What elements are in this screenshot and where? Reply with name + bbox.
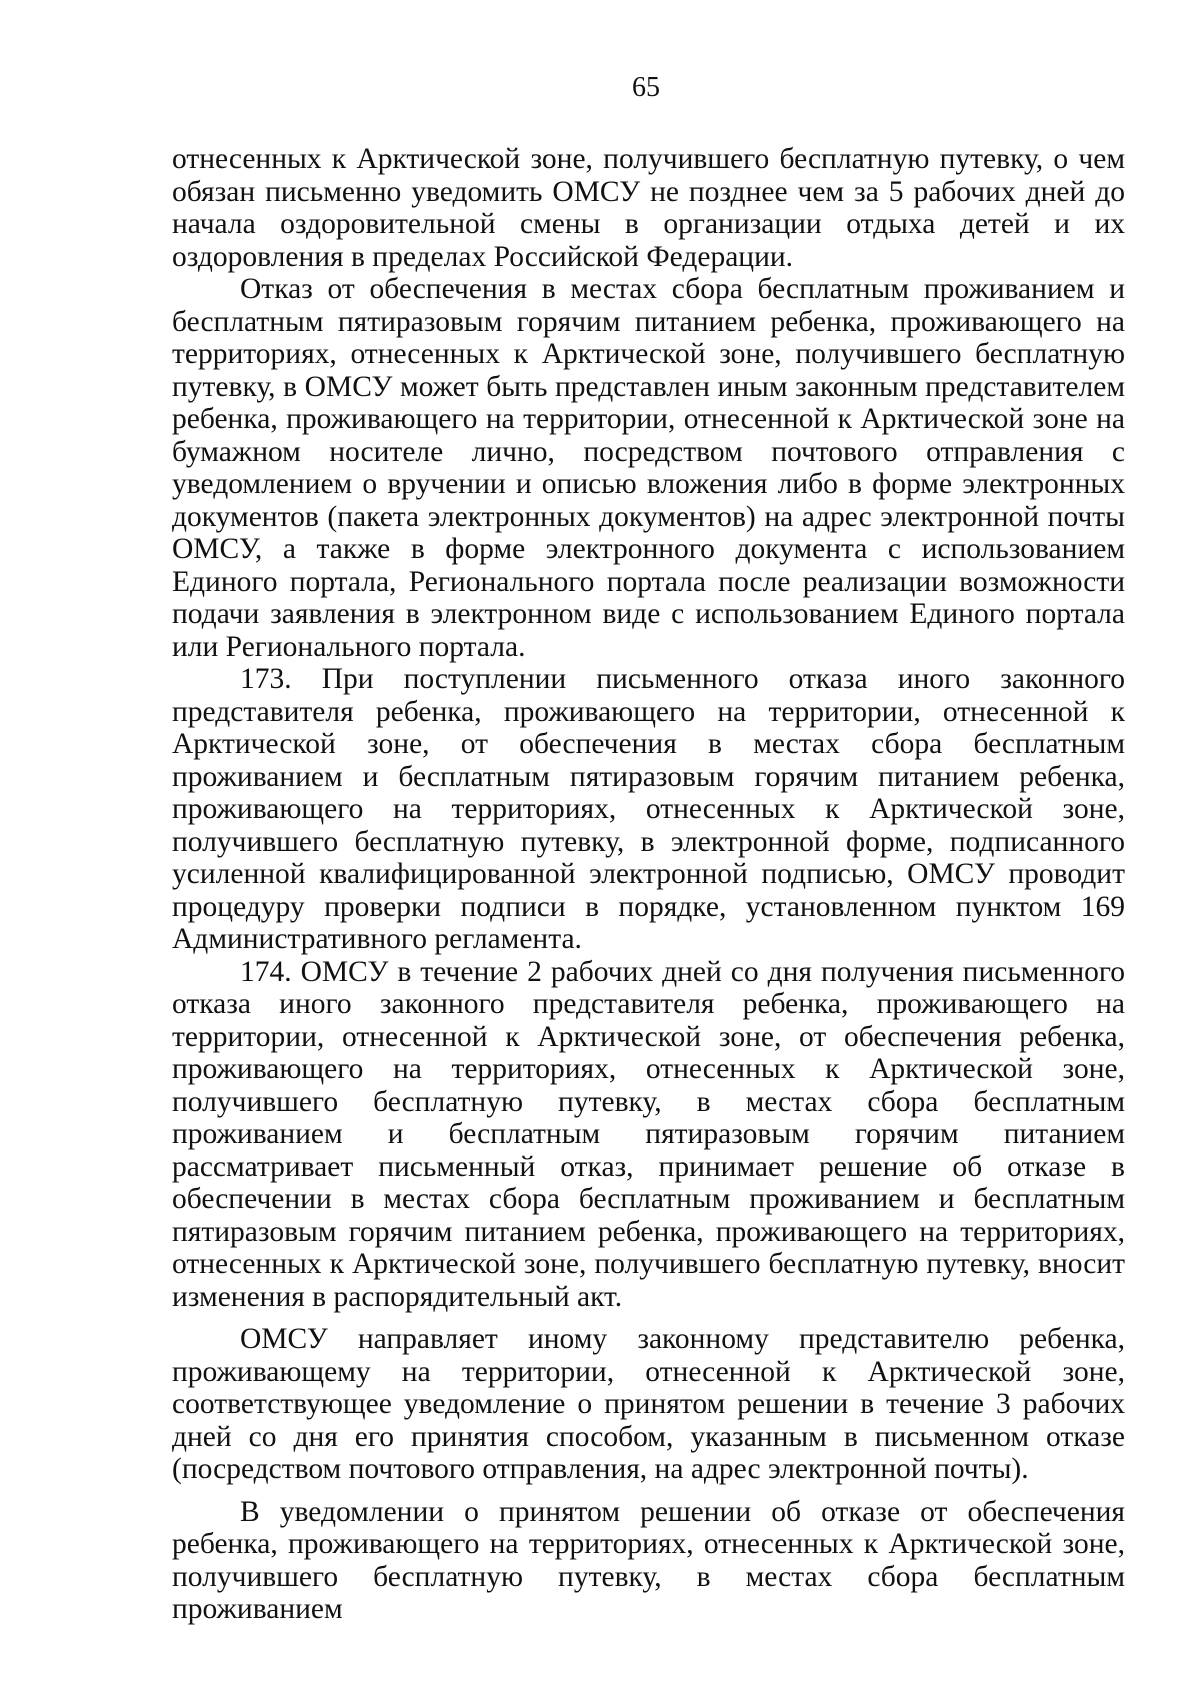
document-body bbox=[172, 143, 1125, 1626]
paragraph-refusal-submission: Отказ от обеспечения в местах сбора бесплатным проживанием и бесплатным пятиразовым горячим питанием ребенка, проживающего на территориях, отнесенных к Арктической зоне, получившего бесплатную путевку, в ОМСУ может быть представлен иным законным представителем ребенка, проживающего на территории, отнесенной к Арктической зоне на бумажном носителе лично, посредством почтового отправления с уведомлением о вручении и описью вложения либо в форме электронных документов (пакета электронных документов) на адрес электронной почты ОМСУ, а также в форме электронного документа с использованием Единого портала, Регионального портала после реализации возможности подачи заявления в электронном виде с использованием Единого портала или Регионального портала. bbox=[172, 273, 1125, 663]
paragraph-173: 173. При поступлении письменного отказа иного законного представителя ребенка, проживающего на территории, отнесенной к Арктической зоне, от обеспечения в местах сбора бесплатным проживанием и бесплатным пятиразовым горячим питанием ребенка, проживающего на территориях, отнесенных к Арктической зоне, получившего бесплатную путевку, в электронной форме, подписанного усиленной квалифицированной электронной подписью, ОМСУ проводит процедуру проверки подписи в порядке, установленном пунктом 169 Административного регламента. bbox=[172, 663, 1125, 955]
paragraph-continuation: отнесенных к Арктической зоне, получившего бесплатную путевку, о чем обязан письменно уведомить ОМСУ не позднее чем за 5 рабочих дней до начала оздоровительной смены в организации отдыха детей и их оздоровления в пределах Российской Федерации. bbox=[172, 143, 1125, 273]
paragraph-decision-notice: В уведомлении о принятом решении об отказе от обеспечения ребенка, проживающего на территориях, отнесенных к Арктической зоне, получившего бесплатную путевку, в местах сбора бесплатным проживанием bbox=[172, 1495, 1125, 1625]
page-number: 65 bbox=[632, 72, 660, 103]
paragraph-174: 174. ОМСУ в течение 2 рабочих дней со дня получения письменного отказа иного законного представителя ребенка, проживающего на территории, отнесенной к Арктической зоне, от обеспечения ребенка, проживающего на территориях, отнесенных к Арктической зоне, получившего бесплатную путевку, в местах сбора бесплатным проживанием и бесплатным пятиразовым горячим питанием рассматривает письменный отказ, принимает решение об отказе в обеспечении в местах сбора бесплатным проживанием и бесплатным пятиразовым горячим питанием ребенка, проживающего на территориях, отнесенных к Арктической зоне, получившего бесплатную путевку, вносит изменения в распорядительный акт. bbox=[172, 955, 1125, 1313]
paragraph-notification: ОМСУ направляет иному законному представителю ребенка, проживающему на территории, отнесенной к Арктической зоне, соответствующее уведомление о принятом решении в течение 3 рабочих дней со дня его принятия способом, указанным в письменном отказе (посредством почтового отправления, на адрес электронной почты). bbox=[172, 1323, 1125, 1485]
